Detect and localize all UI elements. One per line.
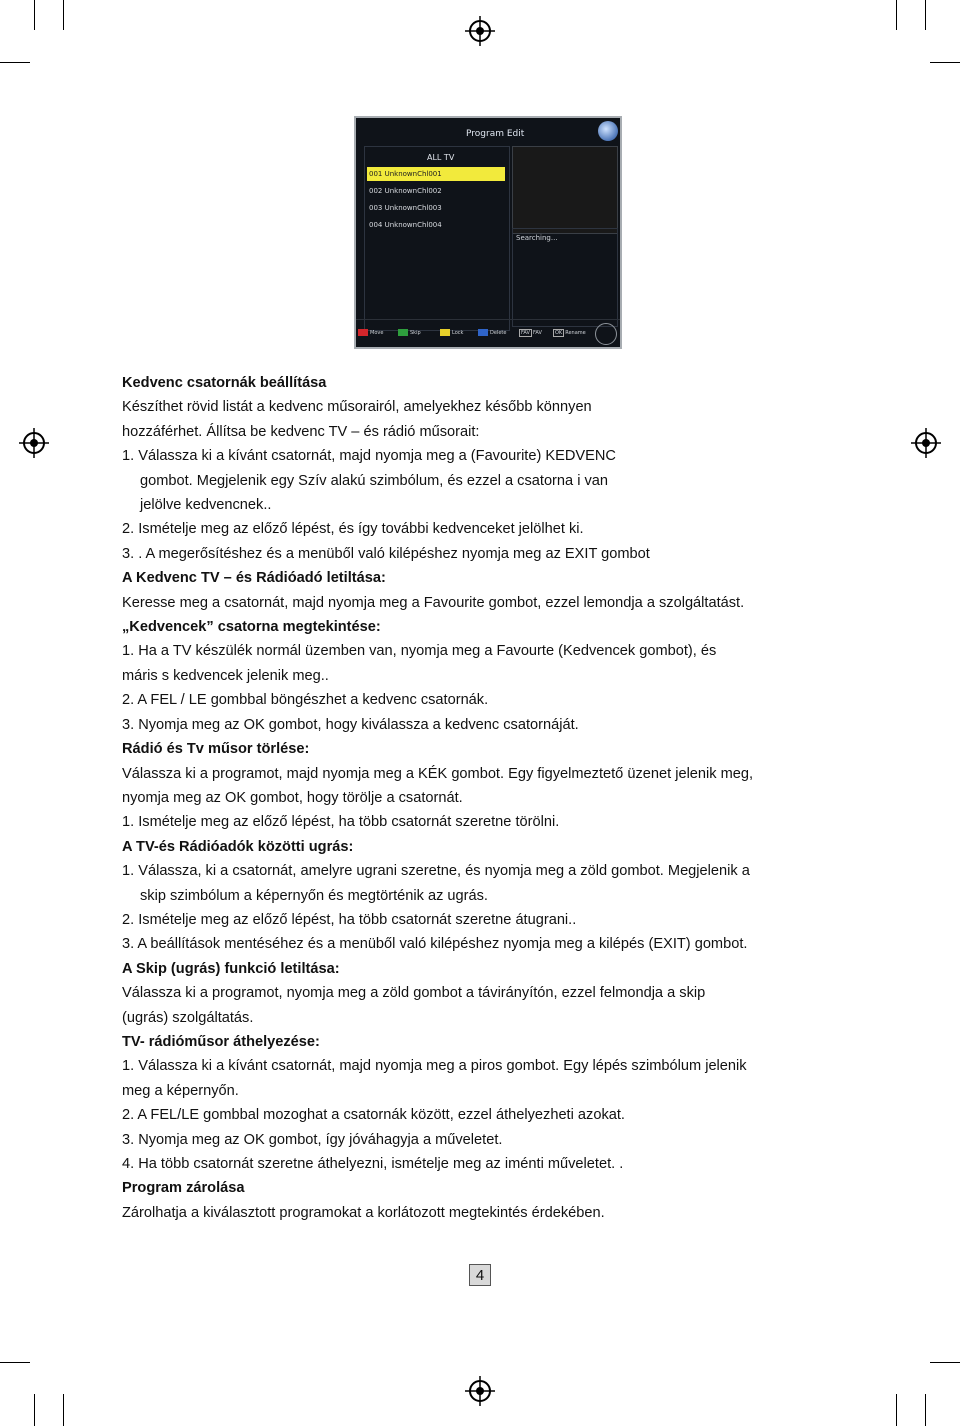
fav-button[interactable]: FAV FAV [521, 330, 542, 336]
lock-button[interactable]: Lock [440, 329, 463, 338]
page-number: 4 [469, 1264, 491, 1286]
crop-mark [930, 1362, 960, 1363]
text-line: 3. Nyomja meg az OK gombot, hogy kiválassza a kedvenc csatornáját. [122, 716, 579, 733]
text-line: Készíthet rövid listát a kedvenc műsorairól, amelyekhez később könnyen [122, 399, 592, 416]
navigation-pad-icon [595, 323, 617, 345]
section-heading: TV- rádióműsor áthelyezése: [122, 1033, 320, 1050]
text-line: 2. Ismételje meg az előző lépést, ha több csatornát szeretne átugrani.. [122, 911, 577, 928]
text-line: 4. Ha több csatornát szeretne áthelyezni, ismételje meg az iménti műveletet. . [122, 1156, 624, 1172]
text-line: Válassza ki a programot, majd nyomja meg a KÉK gombot. Egy figyelmeztető üzenet jelenik meg, [122, 765, 754, 782]
list-title: ALL TV [427, 153, 455, 162]
status-text: Searching... [516, 234, 558, 242]
crop-mark [63, 1394, 64, 1426]
video-preview [512, 146, 618, 234]
channel-row[interactable]: 001 UnknownChl001 [367, 167, 505, 181]
text-line: meg a képernyőn. [122, 1082, 239, 1099]
text-line: Keresse meg a csatornát, majd nyomja meg a Favourite gombot, ezzel lemondja a szolgáltatást. [122, 594, 745, 611]
crop-mark [925, 1394, 926, 1426]
text-line: hozzáférhet. Állítsa be kedvenc TV – és rádió műsorait: [122, 423, 480, 440]
rename-button[interactable]: OK Rename [555, 330, 586, 336]
section-heading: Kedvenc csatornák beállítása [122, 375, 327, 391]
text-line: 1. Ismételje meg az előző lépést, ha több csatornát szeretne törölni. [122, 814, 560, 831]
text-line: 1. Válassza ki a kívánt csatornát, majd nyomja meg a (Favourite) KEDVENC [122, 448, 616, 465]
crop-mark [896, 1394, 897, 1426]
fav-key-icon: FAV [521, 330, 530, 336]
channel-row[interactable]: 003 UnknownChl003 [369, 204, 442, 212]
delete-button[interactable]: Delete [478, 329, 506, 338]
button-bar [356, 319, 620, 348]
channel-row[interactable]: 002 UnknownChl002 [369, 187, 442, 195]
text-line: 1. Ha a TV készülék normál üzemben van, nyomja meg a Favourte (Kedvencek gombot), és [122, 643, 717, 660]
channel-row[interactable]: 004 UnknownChl004 [369, 221, 442, 229]
section-heading: A TV-és Rádióadók közötti ugrás: [122, 838, 354, 855]
text-line: (ugrás) szolgáltatás. [122, 1009, 254, 1026]
text-line: 2. Ismételje meg az előző lépést, és így további kedvenceket jelölhet ki. [122, 521, 584, 538]
globe-icon [598, 121, 618, 141]
registration-mark-icon [465, 1376, 495, 1406]
text-line: 2. A FEL/LE gombbal mozoghat a csatornák között, ezzel áthelyezheti azokat. [122, 1107, 625, 1124]
section-heading: „Kedvencek” csatorna megtekintése: [122, 619, 381, 636]
ok-key-icon: OK [555, 330, 563, 336]
screen-title: Program Edit [466, 129, 525, 139]
text-line: máris s kedvencek jelenik meg.. [122, 667, 329, 684]
crop-mark [34, 1394, 35, 1426]
section-heading: A Skip (ugrás) funkció letiltása: [122, 960, 340, 977]
channel-list [364, 146, 510, 331]
crop-mark [0, 1362, 30, 1363]
registration-mark-icon [465, 16, 495, 46]
instructions-text [122, 371, 852, 1225]
text-line: 1. Válassza ki a kívánt csatornát, majd nyomja meg a piros gombot. Egy lépés szimbólum jelenik [122, 1058, 747, 1075]
text-line: nyomja meg az OK gombot, hogy törölje a csatornát. [122, 789, 463, 806]
crop-mark [63, 0, 64, 30]
registration-mark-icon [19, 428, 49, 458]
section-heading: Program zárolása [122, 1180, 245, 1197]
text-line: 3. . A megerősítéshez és a menüből való kilépéshez nyomja meg az EXIT gombot [122, 545, 650, 562]
program-edit-screenshot [354, 116, 622, 349]
crop-mark [930, 62, 960, 63]
text-line: Válassza ki a programot, nyomja meg a zöld gombot a távirányítón, ezzel felmondja a skip [122, 985, 706, 1002]
text-line: Zárolhatja a kiválasztott programokat a korlátozott megtekintés érdekében. [122, 1204, 605, 1221]
move-button[interactable]: Move [358, 329, 383, 338]
text-line: gombot. Megjelenik egy Szív alakú szimbólum, és ezzel a csatorna i van [140, 472, 609, 489]
crop-mark [34, 0, 35, 30]
text-line: jelölve kedvencnek.. [140, 497, 272, 514]
crop-mark [896, 0, 897, 30]
registration-mark-icon [911, 428, 941, 458]
crop-mark [0, 62, 30, 63]
crop-mark [925, 0, 926, 30]
text-line: 3. Nyomja meg az OK gombot, így jóváhagyja a műveletet. [122, 1131, 503, 1148]
text-line: skip szimbólum a képernyőn és megtörténik az ugrás. [140, 887, 488, 904]
text-line: 1. Válassza, ki a csatornát, amelyre ugrani szeretne, és nyomja meg a zöld gombot. Megjelenik a [122, 863, 750, 880]
text-line: 2. A FEL / LE gombbal böngészhet a kedvenc csatornák. [122, 692, 489, 709]
info-panel [512, 228, 618, 327]
text-line: 3. A beállítások mentéséhez és a menüből való kilépéshez nyomja meg a kilépés (EXIT) gombot. [122, 936, 748, 953]
skip-button[interactable]: Skip [398, 329, 421, 338]
section-heading: Rádió és Tv műsor törlése: [122, 741, 310, 758]
section-heading: A Kedvenc TV – és Rádióadó letiltása: [122, 570, 386, 587]
